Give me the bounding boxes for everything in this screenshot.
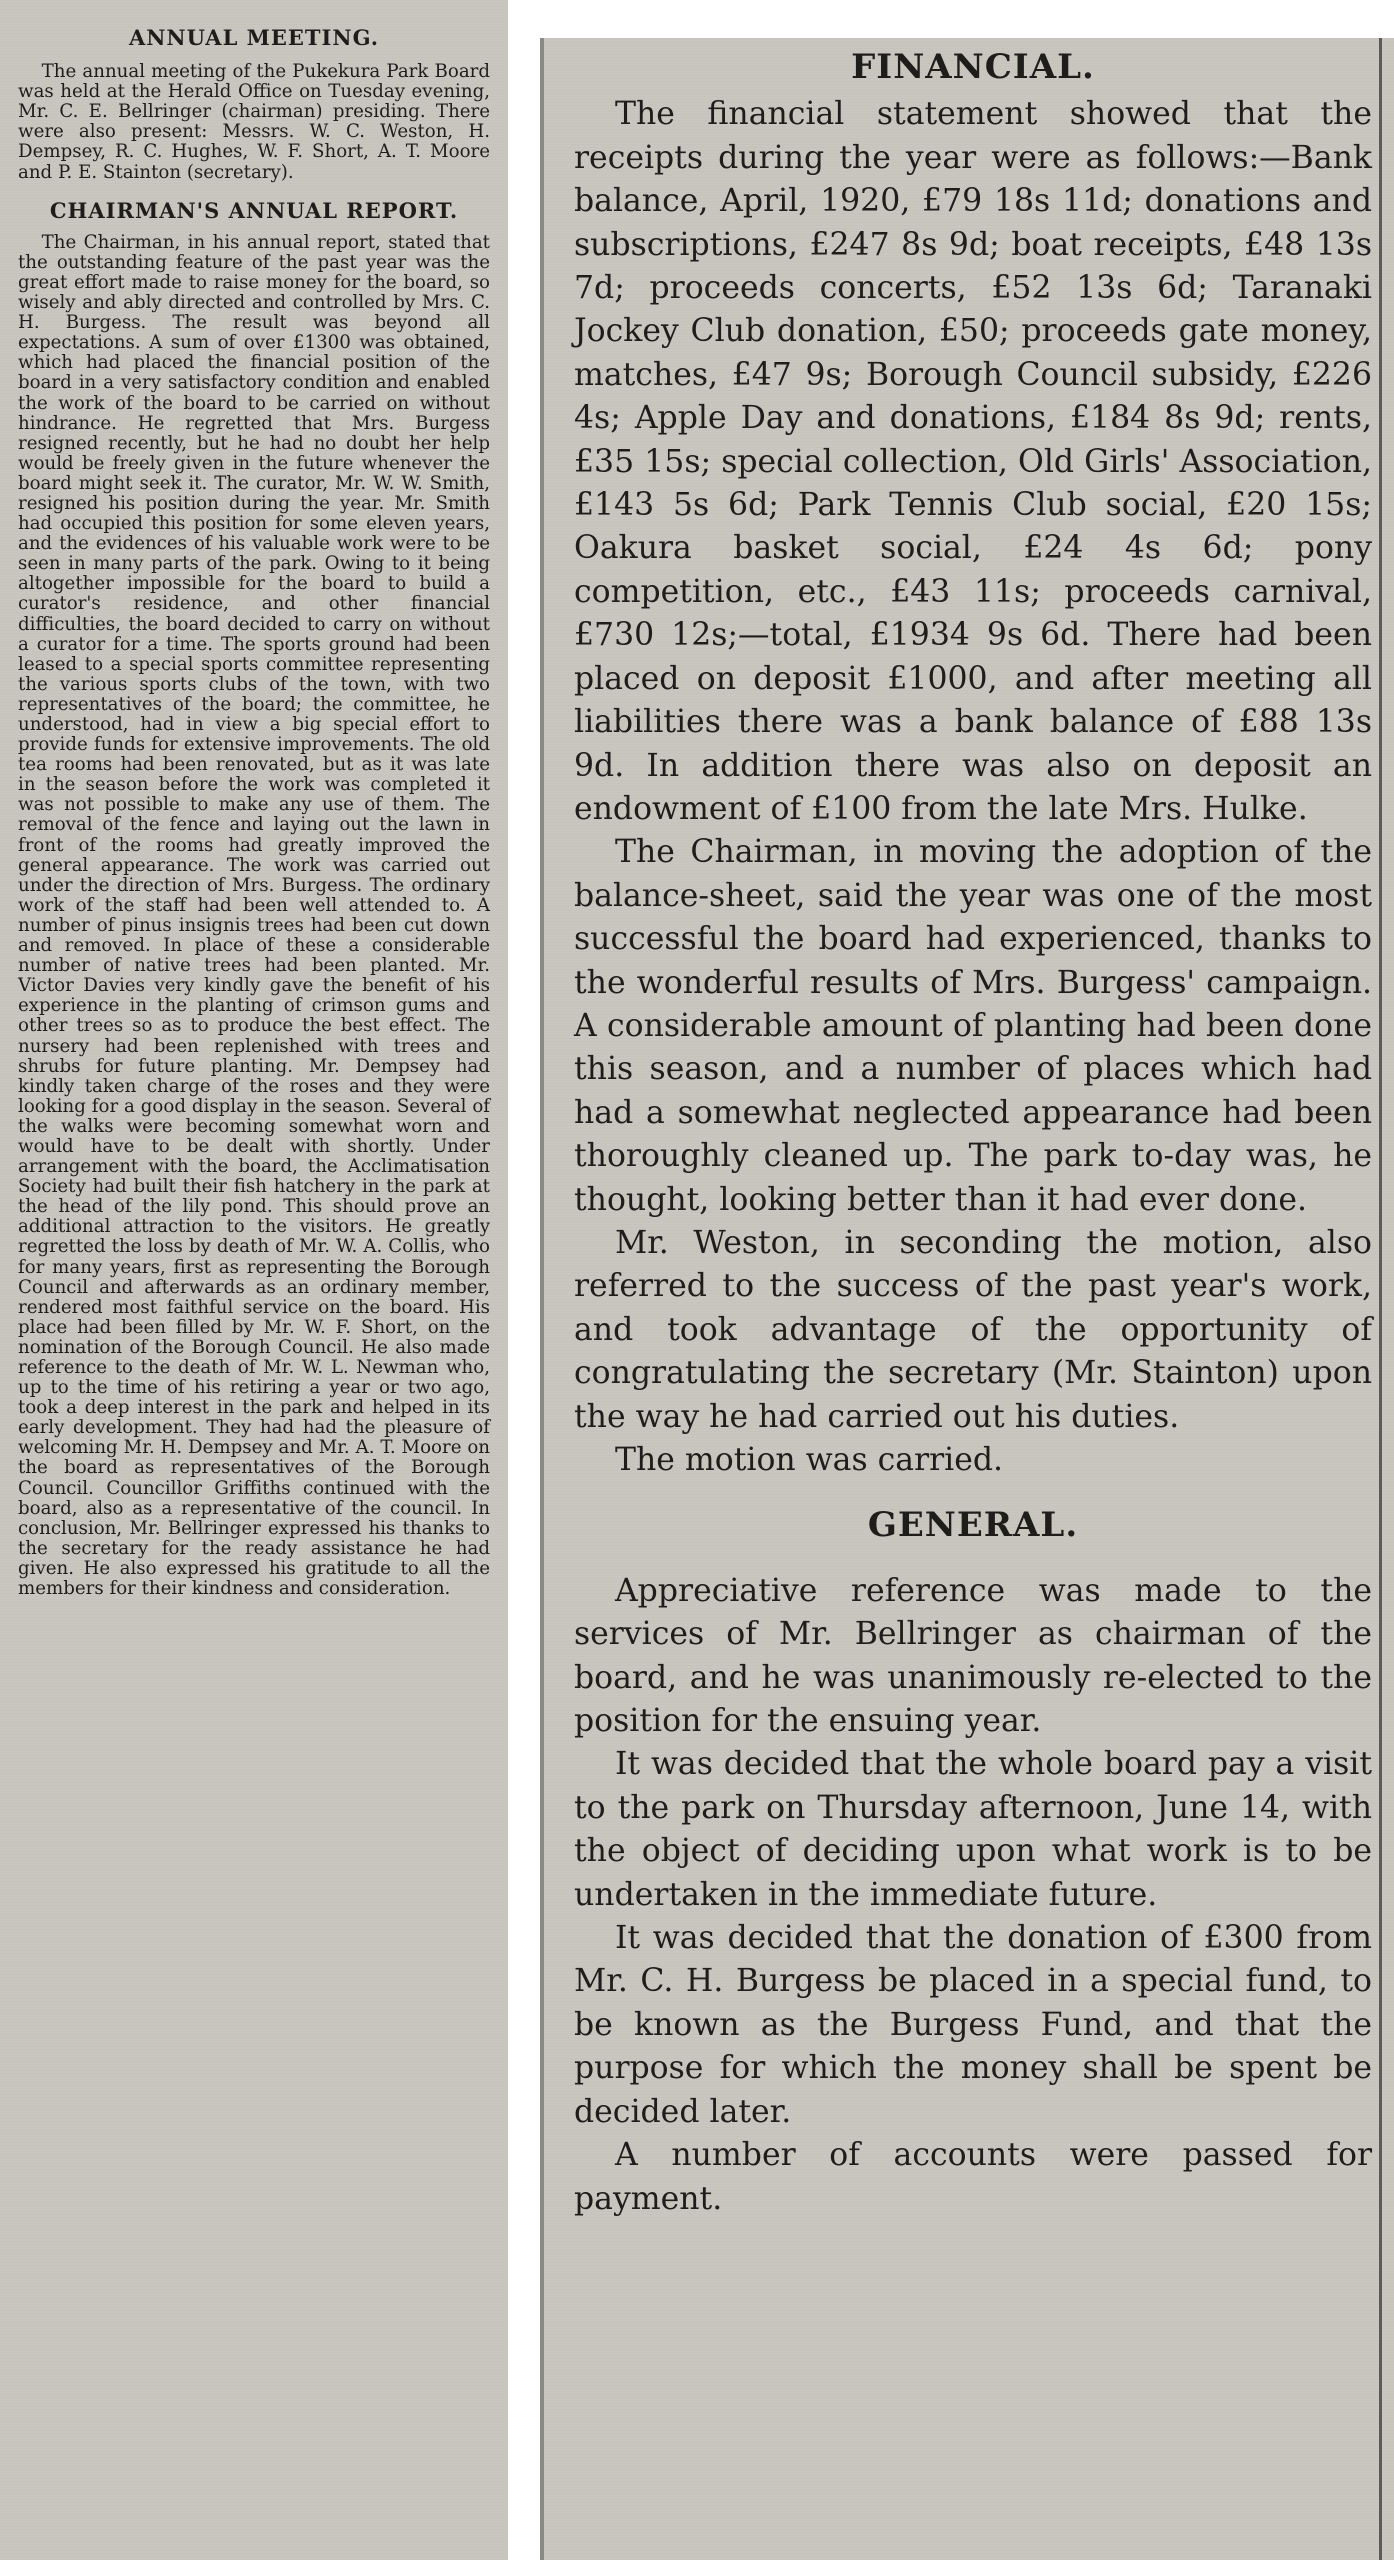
column-rule bbox=[1379, 38, 1382, 2560]
financial-statement-text: The financial statement showed that the receipts during the year were as follows:—Bank balance, April, 1920, £79 18s 11d; donations and subscriptions, £247 8s 9d; boat receipts, £48 13s 7d; proceeds concerts, £52 13s 6d; Taranaki Jockey Club donation, £50; proceeds gate money, matches, £47 9s; Borough Council subsidy, £226 4s; Apple Day and donations, £184 8s 9d; rents, £35 15s; special collection, Old Girls' Association, £143 5s 6d; Park Tennis Club social, £20 15s; Oakura basket social, £24 4s 6d; pony competition, etc., £43 11s; proceeds carnival, £730 12s;—total, £1934 9s 6d. There had been placed on deposit £1000, and after meeting all liabilities there was a bank balance of £88 13s 9d. In addition there was also on deposit an endowment of £100 from the late Mrs. Hulke. bbox=[574, 96, 1372, 827]
chairmans-report-heading: CHAIRMAN'S ANNUAL REPORT. bbox=[49, 197, 459, 223]
financial-heading: FINANCIAL. bbox=[851, 47, 1095, 87]
general-paragraph-park-visit: It was decided that the whole board pay a visit to the park on Thursday afternoon, June 14, with the object of deciding upon what work is to be undertaken in the immediate future. bbox=[574, 1746, 1372, 1913]
right-newspaper-clipping bbox=[540, 38, 1394, 2560]
motion-seconding-text: Mr. Weston, in seconding the motion, also referred to the success of the past year's work, and took advantage of the opportunity of congratulating the secretary (Mr. Stainton) upon the way he had carried out his duties. bbox=[574, 1224, 1372, 1435]
chairmans-report-text: The Chairman, in his annual report, stated that the outstanding feature of the past year was the great effort made to raise money for the board, so wisely and ably directed and controlled by Mrs. C. H. Burgess. The result was beyond all expectations. A sum of over £1300 was obtained, which had placed the financial position of the board in a very satisfactory condition and enabled the work of the board to be carried on without hindrance. He regretted that Mrs. Burgess resigned recently, but he had no doubt her help would be freely given in the future whenever the board might seek it. The curator, Mr. W. W. Smith, resigned his position during the year. Mr. Smith had occupied this position for some eleven years, and the evidences of his valuable work were to be seen in many parts of the park. Owing to it being altogether impossible for the board to build a curator's residence, and other financial difficulties, the board decided to carry on without a curator for a time. The sports ground had been leased to a special sports committee representing the various sports clubs of the town, with two representatives of the board; the committee, he understood, had in view a big special effort to provide funds for extensive improvements. The old tea rooms had been renovated, but as it was late in the season before the work was completed it was not possible to make any use of them. The removal of the fence and laying out the lawn in front of the rooms had greatly improved the general appearance. The work was carried out under the direction of Mrs. Burgess. The ordinary work of the staff had been well attended to. A number of pinus insignis trees had been cut down and removed. In place of these a considerable number of native trees had been planted. Mr. Victor Davies very kindly gave the benefit of his experience in the planting of crimson gums and other trees so as to produce the best effect. The nursery had been replenished with trees and shrubs for future planting. Mr. Dempsey had kindly taken charge of the roses and they were looking for a good display in the season. Several of the walks were becoming somewhat worn and would have to be dealt with shortly. Under arrangement with the board, the Acclimatisation Society had built their fish hatchery in the park at the head of the lily pond. This should prove an additional attraction to the visitors. He greatly regretted the loss by death of Mr. W. A. Collis, who for many years, first as representing the Borough Council and afterwards as an ordinary member, rendered most faithful service on the board. His place had been filled by Mr. W. F. Short, on the nomination of the Borough Council. He also made reference to the death of Mr. W. L. Newman who, up to the time of his retiring a year or two ago, took a deep interest in the park and helped in its early development. They had had the pleasure of welcoming Mr. H. Dempsey and Mr. A. T. Moore on the board as representatives of the Borough Council. Councillor Griffiths continued with the board, also as a representative of the council. In conclusion, Mr. Bellringer expressed his thanks to the secretary for the ready assistance he had given. He also expressed his gratitude to all the members for their kindness and consideration. bbox=[18, 231, 490, 1600]
general-paragraph-reelection: Appreciative reference was made to the services of Mr. Bellringer as chairman of the board, and he was unanimously re-elected to the position for the ensuing year. bbox=[574, 1572, 1372, 1740]
general-paragraph-accounts: A number of accounts were passed for payment. bbox=[574, 2137, 1372, 2217]
general-heading: GENERAL. bbox=[867, 1505, 1079, 1546]
motion-carried-text: The motion was carried. bbox=[614, 1442, 1004, 1478]
annual-meeting-intro: The annual meeting of the Pukekura Park Board was held at the Herald Office on Tuesday evening, Mr. C. E. Bellringer (chairman) presiding. There were also present: Messrs. W. C. Weston, H. Dempsey, R. C. Hughes, W. F. Short, A. T. Moore and P. E. Stainton (secretary). bbox=[18, 61, 490, 183]
balance-sheet-adoption-text: The Chairman, in moving the adoption of the balance-sheet, said the year was one of the most successful the board had experienced, thanks to the wonderful results of Mrs. Burgess' campaign. A considerable amount of planting had been done this season, and a number of places which had had a somewhat neglected appearance had been thoroughly cleaned up. The park to-day was, he thought, looking better than it had ever done. bbox=[574, 834, 1372, 1218]
annual-meeting-heading: ANNUAL MEETING. bbox=[128, 25, 380, 50]
left-newspaper-clipping bbox=[0, 0, 508, 2560]
general-paragraph-burgess-fund: It was decided that the donation of £300 from Mr. C. H. Burgess be placed in a special fund, to be known as the Burgess Fund, and that the purpose for which the money shall be spent be decided later. bbox=[574, 1920, 1372, 2130]
